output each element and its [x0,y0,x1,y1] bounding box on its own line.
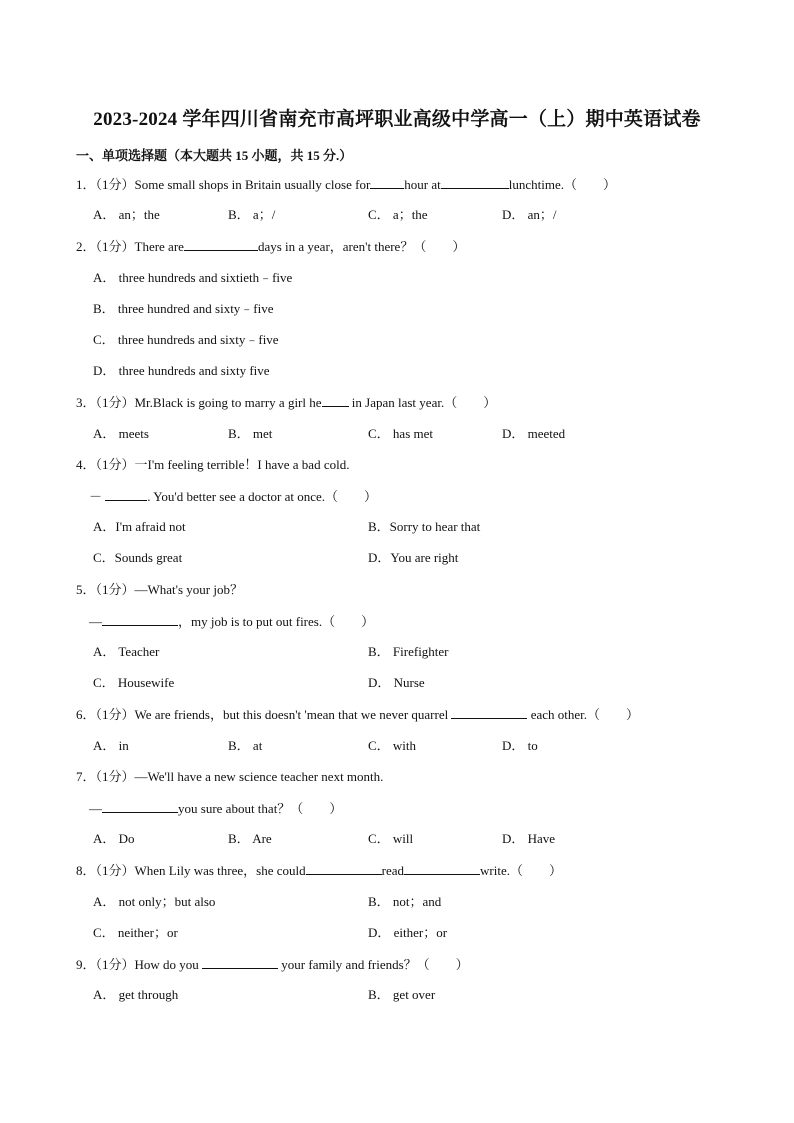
answer-blank[interactable] [202,956,278,969]
option-a[interactable]: A． in [93,737,129,753]
option-a[interactable]: A． Do [93,831,135,847]
option-b[interactable]: B． a；/ [228,207,276,223]
stem-text: 8．（1分）When Lily was three，she could [76,863,306,879]
question-7-stem [76,769,383,785]
question-6-stem [76,706,639,723]
stem-text: hour at [404,177,441,192]
option-a[interactable]: A．I'm afraid not [93,519,186,535]
option-d[interactable]: D． an；/ [502,207,557,223]
option-b[interactable]: B． not；and [368,893,442,909]
option-b[interactable]: B． at [228,737,263,753]
answer-blank[interactable] [322,394,349,407]
option-b[interactable]: B． met [228,425,273,441]
stem-text: 3．（1分）Mr.Black is going to marry a girl he [76,395,322,411]
stem-text: — [76,613,103,629]
stem-text: your family and friends？（ ） [278,957,469,972]
answer-blank[interactable] [105,488,147,501]
question-5-stem [76,582,243,598]
option-a[interactable]: A． three hundreds and sixtieth﹣five [93,269,293,285]
stem-text: 2．（1分）There are [76,239,184,255]
stem-text: 1．（1分）Some small shops in Britain usually close for [76,177,371,192]
answer-blank[interactable] [102,800,178,813]
page-title: 2023-2024 学年四川省南充市高坪职业高级中学高一（上）期中英语试卷 [93,109,701,130]
answer-blank[interactable] [451,706,527,719]
option-c[interactable]: C． with [368,737,417,753]
stem-text: each other.（ ） [527,707,640,723]
answer-blank[interactable] [370,176,404,189]
stem-text: . You'd better see a doctor at once.（ ） [147,489,378,504]
option-d[interactable]: D． Nurse [368,675,425,691]
option-a[interactable]: A． Teacher [93,644,160,659]
option-d[interactable]: D． either；or [368,924,448,940]
option-d[interactable]: D． to [502,737,538,753]
option-b[interactable]: B． Are [228,831,272,847]
stem-text: read [381,863,404,879]
option-b[interactable]: B． three hundred and sixty﹣five [93,300,274,316]
question-4-stem [76,488,377,505]
stem-text: ，my job is to put out fires.（ ） [178,613,375,629]
answer-blank[interactable] [441,176,509,189]
question-2-stem [76,238,465,255]
option-d[interactable]: D． three hundreds and sixty five [93,363,270,379]
option-c[interactable]: C． Housewife [93,675,175,691]
option-c[interactable]: C． a；the [368,207,428,223]
question-9-stem [76,956,469,973]
stem-text: 9．（1分）How do you [76,957,203,972]
question-7-stem [76,800,342,817]
question-8-stem [76,862,562,879]
option-c[interactable]: C． three hundreds and sixty﹣five [93,332,279,347]
answer-blank[interactable] [184,238,258,251]
option-a[interactable]: A． get through [93,987,179,1003]
answer-blank[interactable] [102,613,178,626]
stem-text: 5．（1分）—What's your job？ [76,581,243,597]
stem-text: 4．（1分）一I'm feeling terrible！I have a bad cold. [76,456,350,472]
option-d[interactable]: D． Have [502,831,556,847]
stem-text: you sure about that？（ ） [178,801,343,816]
question-3-stem [76,394,496,411]
option-d[interactable]: D．You are right [368,550,459,566]
option-c[interactable]: C． neither；or [93,924,178,940]
option-a[interactable]: A． not only；but also [93,893,216,909]
option-b[interactable]: B． get over [368,987,436,1003]
question-4-stem [76,457,349,473]
stem-text: 7．（1分）—We'll have a new science teacher next month. [76,768,384,784]
option-a[interactable]: A． meets [93,425,149,441]
question-5-stem [76,613,374,630]
option-b[interactable]: B． Firefighter [368,644,449,659]
option-b[interactable]: B．Sorry to hear that [368,519,481,535]
stem-text: － [76,489,106,504]
stem-text: lunchtime.（ ） [508,177,617,192]
option-a[interactable]: A． an；the [93,207,160,223]
stem-text: write.（ ） [480,863,562,879]
stem-text: 6．（1分）We are friends，but this doesn't 'mean that we never quarrel [76,707,452,723]
answer-blank[interactable] [306,862,382,875]
option-c[interactable]: C． will [368,831,414,847]
stem-text: in Japan last year.（ ） [348,395,497,411]
stem-text: days in a year，aren't there？（ ） [257,239,466,255]
option-d[interactable]: D． meeted [502,425,566,441]
option-c[interactable]: C．Sounds great [93,550,183,566]
section-heading: 一、单项选择题（本大题共 15 小题，共 15 分.） [76,148,353,163]
stem-text: — [76,801,103,816]
option-c[interactable]: C． has met [368,425,433,441]
question-1-stem [76,176,616,193]
answer-blank[interactable] [404,862,480,875]
